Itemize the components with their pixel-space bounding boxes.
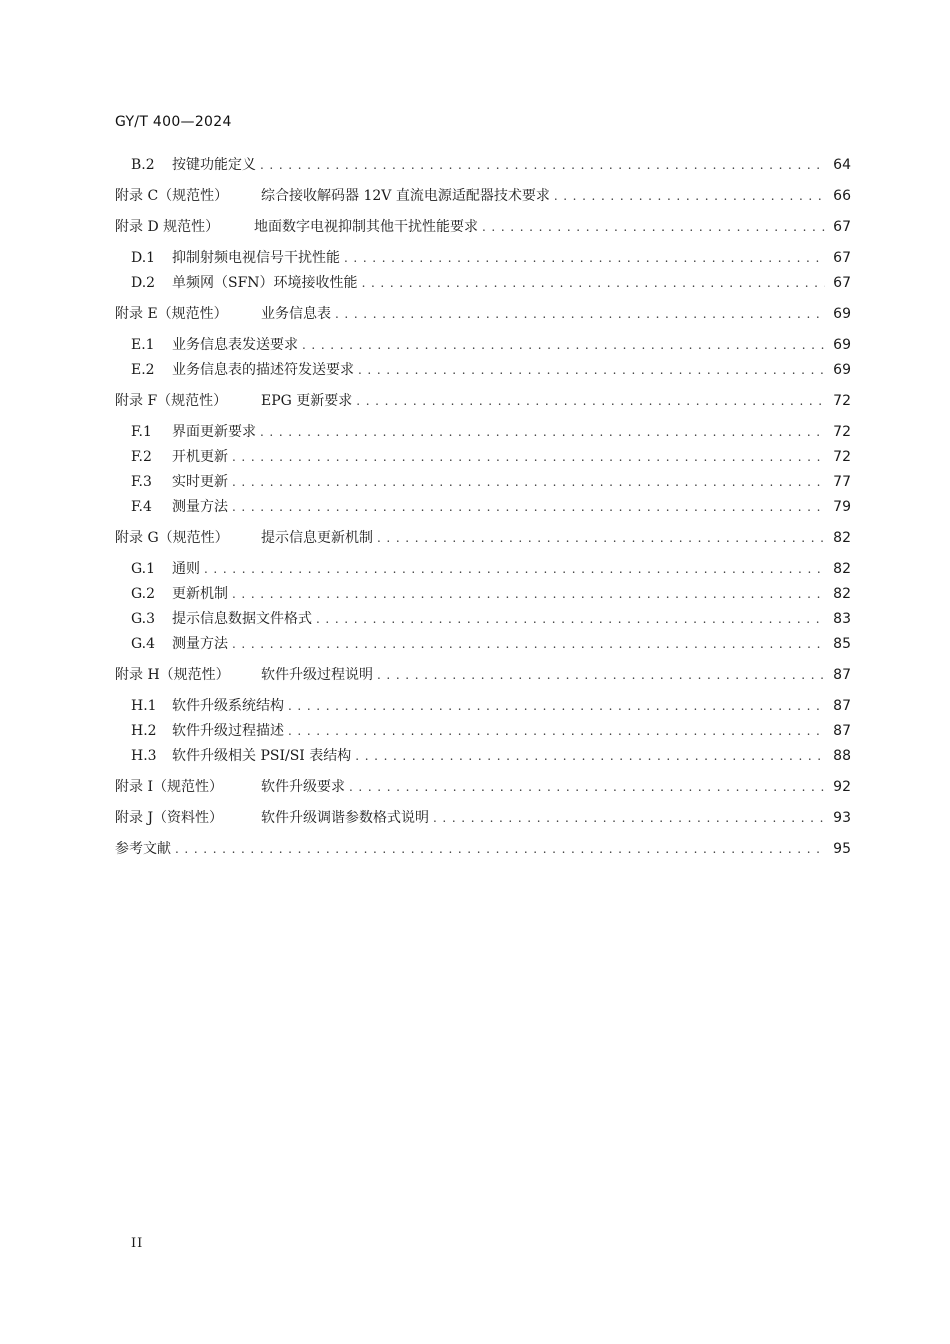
toc-entry-page: 77 <box>833 474 851 490</box>
toc-entry-number: G.4 <box>131 636 156 652</box>
toc-entry-number: E.2 <box>131 362 155 378</box>
toc-entry-number: 附录 D 规范性） <box>115 219 220 235</box>
toc-entry-title: 开机更新 <box>172 449 228 465</box>
toc-entry-page: 88 <box>833 748 851 764</box>
toc-entry-number: 附录 E（规范性） <box>115 306 228 322</box>
toc-entry-page: 87 <box>833 723 851 739</box>
toc-entry-page: 82 <box>833 561 851 577</box>
toc-entry-title: 软件升级调谐参数格式说明 <box>261 810 429 826</box>
toc-entry-number: G.1 <box>131 561 156 577</box>
toc-entry-page: 67 <box>833 250 851 266</box>
dot-leader <box>377 527 825 549</box>
toc-entry-page: 92 <box>833 779 851 795</box>
toc-entry-number: H.2 <box>131 723 157 739</box>
toc-entry-title: 通则 <box>172 561 200 577</box>
toc-entry[interactable] <box>115 185 851 207</box>
dot-leader <box>232 583 825 605</box>
toc-entry[interactable] <box>131 583 851 605</box>
toc-entry-title: 软件升级要求 <box>261 779 345 795</box>
toc-entry-page: 87 <box>833 698 851 714</box>
document-code: GY/T 400—2024 <box>115 114 232 130</box>
toc-entry[interactable] <box>115 527 851 549</box>
toc-entry-title: 实时更新 <box>172 474 228 490</box>
toc-entry-title: 按键功能定义 <box>172 157 256 173</box>
toc-entry-number: G.2 <box>131 586 156 602</box>
toc-entry-number: F.2 <box>131 449 152 465</box>
toc-entry[interactable] <box>131 272 851 294</box>
dot-leader <box>260 421 825 443</box>
dot-leader <box>204 558 825 580</box>
toc-entry[interactable] <box>131 471 851 493</box>
dot-leader <box>355 745 825 767</box>
dot-leader <box>260 154 825 176</box>
dot-leader <box>377 664 825 686</box>
dot-leader <box>288 720 825 742</box>
toc-entry-page: 66 <box>833 188 851 204</box>
toc-entry-page: 67 <box>833 219 851 235</box>
toc-entry-page: 83 <box>833 611 851 627</box>
toc-entry-title: 测量方法 <box>172 499 228 515</box>
dot-leader <box>302 334 825 356</box>
toc-entry-page: 72 <box>833 449 851 465</box>
toc-entry-title: 综合接收解码器 12V 直流电源适配器技术要求 <box>261 188 550 204</box>
toc-entry[interactable] <box>131 608 851 630</box>
toc-entry-number: 附录 H（规范性） <box>115 667 230 683</box>
toc-entry[interactable] <box>131 334 851 356</box>
toc-entry[interactable] <box>131 154 851 176</box>
toc-entry-number: 附录 J（资料性） <box>115 810 224 826</box>
dot-leader <box>482 216 825 238</box>
toc-entry-number: E.1 <box>131 337 155 353</box>
toc-entry-number: D.1 <box>131 250 156 266</box>
toc-entry-page: 85 <box>833 636 851 652</box>
toc-entry-number: H.1 <box>131 698 157 714</box>
toc-entry-number: G.3 <box>131 611 156 627</box>
toc-entry-title: 测量方法 <box>172 636 228 652</box>
toc-entry[interactable] <box>115 807 851 829</box>
toc-entry[interactable] <box>115 390 851 412</box>
dot-leader <box>232 496 825 518</box>
toc-entry[interactable] <box>131 558 851 580</box>
toc-entry-page: 69 <box>833 337 851 353</box>
toc-entry[interactable] <box>131 247 851 269</box>
toc-entry-page: 69 <box>833 362 851 378</box>
toc-entry[interactable] <box>131 446 851 468</box>
toc-entry-title: EPG 更新要求 <box>261 393 353 409</box>
toc-entry-title: 单频网（SFN）环境接收性能 <box>172 275 358 291</box>
toc-entry-number: D.2 <box>131 275 156 291</box>
toc-entry-page: 82 <box>833 530 851 546</box>
dot-leader <box>358 359 825 381</box>
toc-entry-number: F.4 <box>131 499 152 515</box>
toc-entry[interactable] <box>131 720 851 742</box>
toc-entry-number: F.3 <box>131 474 152 490</box>
toc-entry-title: 地面数字电视抑制其他干扰性能要求 <box>254 219 478 235</box>
dot-leader <box>175 838 825 860</box>
toc-entry[interactable] <box>115 303 851 325</box>
toc-entry-page: 87 <box>833 667 851 683</box>
toc-entry-title: 参考文献 <box>115 841 171 857</box>
toc-entry-page: 67 <box>833 275 851 291</box>
toc-entry-title: 业务信息表发送要求 <box>172 337 298 353</box>
toc-entry-title: 界面更新要求 <box>172 424 256 440</box>
toc-entry[interactable] <box>131 496 851 518</box>
toc-entry[interactable] <box>115 216 851 238</box>
toc-entry-page: 72 <box>833 393 851 409</box>
toc-entry-number: 附录 G（规范性） <box>115 530 229 546</box>
toc-entry-page: 69 <box>833 306 851 322</box>
toc-entry[interactable] <box>131 695 851 717</box>
dot-leader <box>554 185 825 207</box>
toc-entry-number: 附录 C（规范性） <box>115 188 229 204</box>
dot-leader <box>433 807 825 829</box>
toc-entry-title: 软件升级过程说明 <box>261 667 373 683</box>
dot-leader <box>344 247 825 269</box>
toc-entry-title: 软件升级过程描述 <box>172 723 284 739</box>
dot-leader <box>232 633 825 655</box>
toc-entry-page: 93 <box>833 810 851 826</box>
toc-entry[interactable] <box>131 421 851 443</box>
toc-entry-number: B.2 <box>131 157 155 173</box>
toc-entry-page: 79 <box>833 499 851 515</box>
toc-entry[interactable] <box>131 745 851 767</box>
toc-entry[interactable] <box>131 633 851 655</box>
toc-entry[interactable] <box>115 664 851 686</box>
dot-leader <box>316 608 825 630</box>
dot-leader <box>288 695 825 717</box>
toc-entry[interactable] <box>131 359 851 381</box>
toc-entry-title: 软件升级相关 PSI/SI 表结构 <box>172 748 352 764</box>
toc-entry-page: 64 <box>833 157 851 173</box>
toc-entry[interactable] <box>115 838 851 860</box>
dot-leader <box>349 776 825 798</box>
dot-leader <box>232 471 825 493</box>
toc-entry-number: 附录 I（规范性） <box>115 779 223 795</box>
toc-entry-page: 82 <box>833 586 851 602</box>
toc-entry-title: 业务信息表的描述符发送要求 <box>172 362 354 378</box>
toc-entry-title: 软件升级系统结构 <box>172 698 284 714</box>
toc-entry-title: 抑制射频电视信号干扰性能 <box>172 250 340 266</box>
toc-entry-page: 72 <box>833 424 851 440</box>
dot-leader <box>362 272 825 294</box>
dot-leader <box>232 446 825 468</box>
toc-entry-title: 更新机制 <box>172 586 228 602</box>
toc-entry[interactable] <box>115 776 851 798</box>
toc-entry-title: 提示信息更新机制 <box>261 530 373 546</box>
toc-entry-number: F.1 <box>131 424 152 440</box>
toc-entry-page: 95 <box>833 841 851 857</box>
toc-entry-title: 提示信息数据文件格式 <box>172 611 312 627</box>
toc-entry-number: 附录 F（规范性） <box>115 393 228 409</box>
page-number: II <box>131 1236 144 1251</box>
dot-leader <box>335 303 825 325</box>
toc-entry-number: H.3 <box>131 748 157 764</box>
dot-leader <box>356 390 825 412</box>
toc-entry-title: 业务信息表 <box>261 306 331 322</box>
